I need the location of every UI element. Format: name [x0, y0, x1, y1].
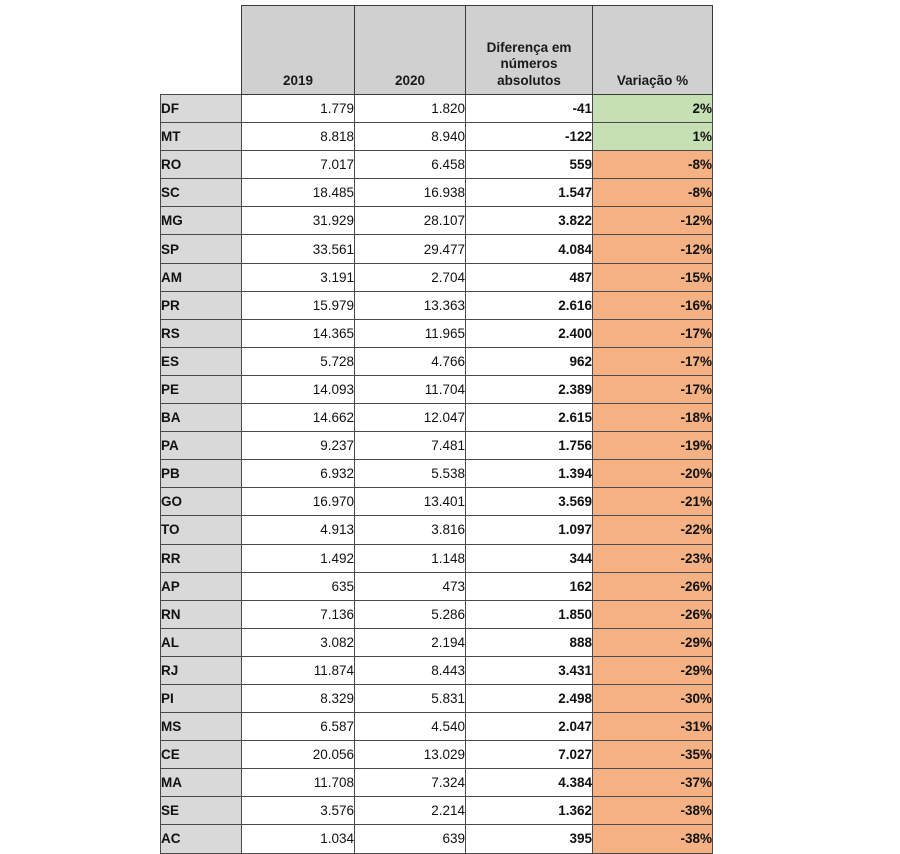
cell-value-variation: -31%	[593, 713, 713, 741]
table-row[interactable]	[161, 432, 713, 460]
column-header-2019: 2019	[242, 6, 355, 95]
cell-value-2019: 15.979	[242, 291, 355, 319]
cell-state-code: PB	[161, 460, 242, 488]
cell-state-code: MS	[161, 713, 242, 741]
table-row[interactable]	[161, 797, 713, 825]
table-row[interactable]	[161, 684, 713, 712]
cell-value-2020: 4.766	[355, 347, 466, 375]
cell-value-2020: 1.148	[355, 544, 466, 572]
cell-value-2020: 2.214	[355, 797, 466, 825]
cell-state-code: CE	[161, 741, 242, 769]
cell-value-variation: -12%	[593, 235, 713, 263]
cell-value-2020: 12.047	[355, 404, 466, 432]
cell-state-code: MT	[161, 123, 242, 151]
table-row[interactable]	[161, 319, 713, 347]
cell-value-2019: 1.779	[242, 95, 355, 123]
cell-state-code: AM	[161, 263, 242, 291]
cell-value-2020: 8.443	[355, 656, 466, 684]
cell-value-variation: -16%	[593, 291, 713, 319]
cell-state-code: AL	[161, 628, 242, 656]
cell-value-difference: 888	[466, 628, 593, 656]
cell-value-2020: 11.965	[355, 319, 466, 347]
cell-value-2019: 11.874	[242, 656, 355, 684]
cell-state-code: RS	[161, 319, 242, 347]
cell-value-2019: 11.708	[242, 769, 355, 797]
cell-value-2019: 16.970	[242, 488, 355, 516]
cell-value-variation: -17%	[593, 319, 713, 347]
comparison-table	[160, 5, 713, 854]
cell-value-2019: 4.913	[242, 516, 355, 544]
cell-value-variation: -30%	[593, 684, 713, 712]
cell-value-2019: 8.818	[242, 123, 355, 151]
cell-value-difference: 2.389	[466, 375, 593, 403]
cell-state-code: RJ	[161, 656, 242, 684]
cell-value-2020: 11.704	[355, 375, 466, 403]
table-row[interactable]	[161, 516, 713, 544]
cell-state-code: RN	[161, 600, 242, 628]
cell-value-difference: 1.097	[466, 516, 593, 544]
cell-value-2020: 2.194	[355, 628, 466, 656]
cell-value-difference: -122	[466, 123, 593, 151]
cell-value-2019: 6.587	[242, 713, 355, 741]
cell-value-variation: -8%	[593, 179, 713, 207]
cell-value-difference: 7.027	[466, 741, 593, 769]
cell-value-difference: 1.850	[466, 600, 593, 628]
cell-value-2019: 7.017	[242, 151, 355, 179]
cell-state-code: SE	[161, 797, 242, 825]
cell-value-difference: 2.400	[466, 319, 593, 347]
column-header-2020: 2020	[355, 6, 466, 95]
cell-state-code: MA	[161, 769, 242, 797]
cell-value-variation: -15%	[593, 263, 713, 291]
cell-value-difference: 2.616	[466, 291, 593, 319]
cell-value-variation: -23%	[593, 544, 713, 572]
cell-value-2020: 473	[355, 572, 466, 600]
cell-value-difference: 559	[466, 151, 593, 179]
table-row[interactable]	[161, 656, 713, 684]
cell-value-2019: 18.485	[242, 179, 355, 207]
column-header-variacao: Variação %	[593, 6, 713, 95]
cell-value-variation: -35%	[593, 741, 713, 769]
cell-value-variation: -17%	[593, 347, 713, 375]
cell-value-2020: 5.831	[355, 684, 466, 712]
cell-value-variation: -37%	[593, 769, 713, 797]
cell-value-difference: 2.498	[466, 684, 593, 712]
table-row[interactable]	[161, 488, 713, 516]
cell-value-2019: 14.662	[242, 404, 355, 432]
table-row[interactable]	[161, 460, 713, 488]
cell-value-variation: -8%	[593, 151, 713, 179]
cell-value-difference: 4.084	[466, 235, 593, 263]
cell-value-difference: 1.547	[466, 179, 593, 207]
cell-value-difference: 1.362	[466, 797, 593, 825]
cell-value-2019: 3.082	[242, 628, 355, 656]
cell-value-2019: 1.034	[242, 825, 355, 853]
table-row[interactable]	[161, 179, 713, 207]
cell-value-2019: 6.932	[242, 460, 355, 488]
cell-value-2020: 5.538	[355, 460, 466, 488]
cell-value-variation: -20%	[593, 460, 713, 488]
cell-state-code: DF	[161, 95, 242, 123]
cell-value-difference: 3.431	[466, 656, 593, 684]
cell-value-difference: 1.394	[466, 460, 593, 488]
cell-value-difference: 2.047	[466, 713, 593, 741]
table-row[interactable]	[161, 825, 713, 853]
cell-value-variation: -18%	[593, 404, 713, 432]
cell-value-difference: 487	[466, 263, 593, 291]
cell-value-2020: 4.540	[355, 713, 466, 741]
cell-state-code: AP	[161, 572, 242, 600]
cell-value-difference: 162	[466, 572, 593, 600]
cell-value-variation: -29%	[593, 656, 713, 684]
cell-value-variation: -21%	[593, 488, 713, 516]
cell-value-2019: 14.365	[242, 319, 355, 347]
table-row[interactable]	[161, 713, 713, 741]
table-row[interactable]	[161, 628, 713, 656]
cell-state-code: SP	[161, 235, 242, 263]
cell-value-variation: -29%	[593, 628, 713, 656]
table-row[interactable]	[161, 95, 713, 123]
cell-value-difference: 1.756	[466, 432, 593, 460]
cell-value-2020: 2.704	[355, 263, 466, 291]
spreadsheet-table-container	[160, 5, 712, 854]
cell-value-2020: 3.816	[355, 516, 466, 544]
cell-value-2020: 29.477	[355, 235, 466, 263]
table-row[interactable]	[161, 375, 713, 403]
cell-value-2020: 5.286	[355, 600, 466, 628]
column-header-diferenca: Diferença em números absolutos	[466, 6, 593, 95]
cell-value-2019: 3.191	[242, 263, 355, 291]
cell-value-variation: -26%	[593, 572, 713, 600]
cell-state-code: ES	[161, 347, 242, 375]
cell-value-variation: 2%	[593, 95, 713, 123]
cell-state-code: TO	[161, 516, 242, 544]
cell-state-code: BA	[161, 404, 242, 432]
cell-value-variation: -38%	[593, 825, 713, 853]
cell-value-difference: 344	[466, 544, 593, 572]
cell-value-difference: 962	[466, 347, 593, 375]
cell-value-2020: 7.324	[355, 769, 466, 797]
cell-value-2019: 5.728	[242, 347, 355, 375]
table-row[interactable]	[161, 544, 713, 572]
table-header-row	[161, 6, 713, 95]
cell-value-2020: 639	[355, 825, 466, 853]
cell-value-2020: 16.938	[355, 179, 466, 207]
cell-value-2020: 8.940	[355, 123, 466, 151]
cell-state-code: PE	[161, 375, 242, 403]
table-body	[161, 6, 713, 854]
cell-state-code: PA	[161, 432, 242, 460]
table-row[interactable]	[161, 291, 713, 319]
table-row[interactable]	[161, 151, 713, 179]
table-row[interactable]	[161, 769, 713, 797]
cell-value-variation: -26%	[593, 600, 713, 628]
table-row[interactable]	[161, 600, 713, 628]
cell-value-2019: 31.929	[242, 207, 355, 235]
cell-value-variation: -19%	[593, 432, 713, 460]
cell-value-variation: 1%	[593, 123, 713, 151]
cell-value-variation: -22%	[593, 516, 713, 544]
cell-value-2019: 8.329	[242, 684, 355, 712]
cell-state-code: RR	[161, 544, 242, 572]
cell-value-2020: 28.107	[355, 207, 466, 235]
cell-value-difference: 4.384	[466, 769, 593, 797]
cell-state-code: PR	[161, 291, 242, 319]
cell-value-2020: 6.458	[355, 151, 466, 179]
table-row[interactable]	[161, 572, 713, 600]
cell-value-difference: -41	[466, 95, 593, 123]
table-row[interactable]	[161, 123, 713, 151]
table-row[interactable]	[161, 404, 713, 432]
table-row[interactable]	[161, 741, 713, 769]
cell-value-difference: 2.615	[466, 404, 593, 432]
cell-value-variation: -17%	[593, 375, 713, 403]
cell-state-code: AC	[161, 825, 242, 853]
cell-state-code: MG	[161, 207, 242, 235]
table-row[interactable]	[161, 263, 713, 291]
cell-value-2020: 13.401	[355, 488, 466, 516]
cell-value-2020: 13.363	[355, 291, 466, 319]
cell-value-2020: 13.029	[355, 741, 466, 769]
cell-value-difference: 3.569	[466, 488, 593, 516]
cell-state-code: GO	[161, 488, 242, 516]
header-corner-blank	[161, 6, 242, 95]
cell-state-code: PI	[161, 684, 242, 712]
cell-value-variation: -12%	[593, 207, 713, 235]
cell-value-2019: 7.136	[242, 600, 355, 628]
cell-value-2019: 20.056	[242, 741, 355, 769]
cell-value-difference: 3.822	[466, 207, 593, 235]
cell-value-variation: -38%	[593, 797, 713, 825]
cell-value-2019: 33.561	[242, 235, 355, 263]
cell-value-2019: 635	[242, 572, 355, 600]
cell-value-2020: 7.481	[355, 432, 466, 460]
cell-state-code: SC	[161, 179, 242, 207]
cell-value-2020: 1.820	[355, 95, 466, 123]
table-row[interactable]	[161, 235, 713, 263]
table-row[interactable]	[161, 207, 713, 235]
cell-value-2019: 14.093	[242, 375, 355, 403]
cell-value-difference: 395	[466, 825, 593, 853]
cell-value-2019: 1.492	[242, 544, 355, 572]
cell-value-2019: 3.576	[242, 797, 355, 825]
cell-state-code: RO	[161, 151, 242, 179]
table-row[interactable]	[161, 347, 713, 375]
cell-value-2019: 9.237	[242, 432, 355, 460]
